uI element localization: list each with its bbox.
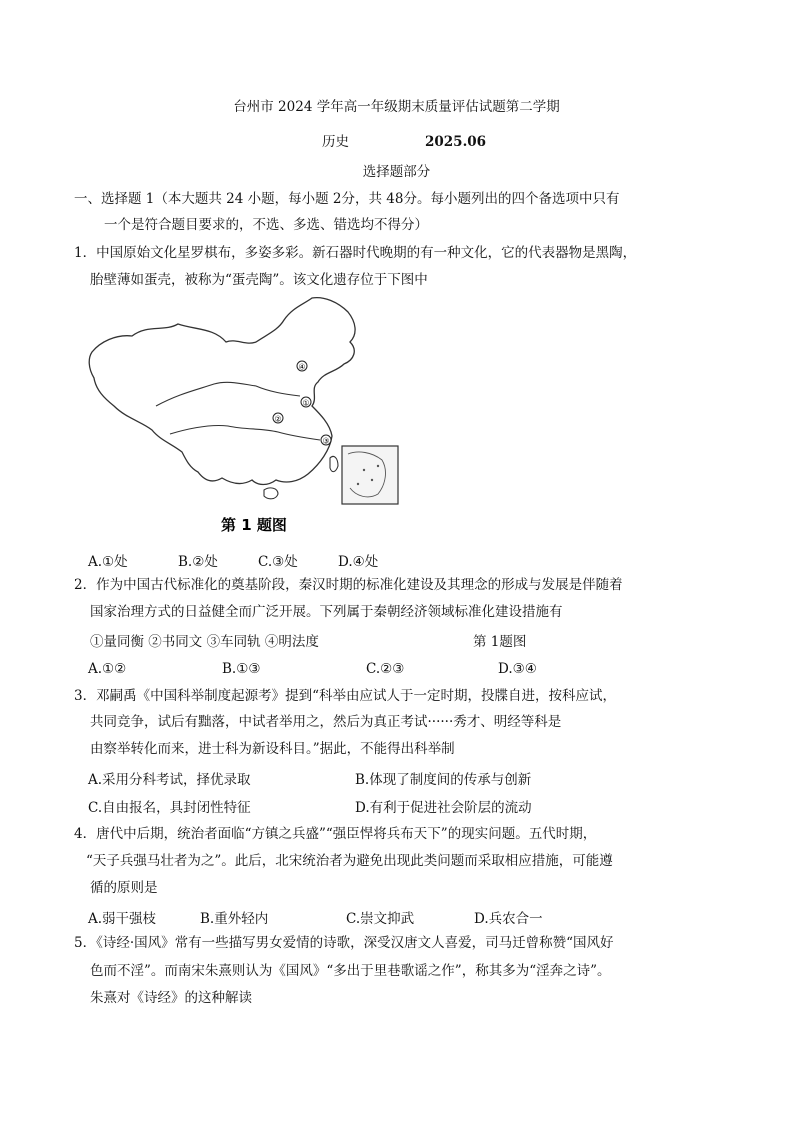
q1-option-c[interactable]: C.③处: [258, 554, 298, 570]
taiwan-island: [330, 456, 338, 471]
q5-stem-line1: 5．《诗经·国风》常有一些描写男女爱情的诗歌，深受汉唐文人喜爱，司马迁曾称赞“国风好: [74, 935, 614, 951]
yangtze-river: [170, 425, 320, 440]
q4-option-b[interactable]: B.重外轻内: [200, 911, 269, 927]
q3-option-b[interactable]: B.体现了制度间的传承与创新: [355, 772, 532, 788]
section-title: 选择题部分: [362, 164, 431, 180]
subject-label: 历史: [322, 134, 349, 150]
q3-option-d[interactable]: D.有利于促进社会阶层的流动: [355, 800, 532, 816]
q2-items: ①量同衡 ②书同文 ③车同轨 ④明法度: [90, 634, 319, 650]
svg-text:③: ③: [322, 436, 330, 446]
exam-title: 台州市 2024 学年高一年级期末质量评估试题第二学期: [233, 99, 560, 115]
q2-stray-caption: 第 1题图: [473, 634, 527, 650]
q4-stem-line3: 循的原则是: [90, 880, 158, 896]
part1-instruction-line2: 一个是符合题目要求的，不选、多选、错选均不得分）: [104, 217, 428, 233]
hainan-island: [264, 488, 278, 499]
q1-option-d[interactable]: D.④处: [338, 554, 379, 570]
china-map-figure: [86, 294, 416, 542]
svg-text:②: ②: [274, 414, 282, 424]
q1-option-b[interactable]: B.②处: [178, 554, 218, 570]
q3-option-a[interactable]: A.采用分科考试，择优录取: [88, 772, 251, 788]
q5-stem-line3: 朱熹对《诗经》的这种解读: [90, 990, 252, 1006]
q3-stem-line3: 由察举转化而来，进士科为新设科目。”据此，不能得出科举制: [90, 741, 455, 757]
exam-date: 2025.06: [425, 134, 487, 150]
svg-text:①: ①: [302, 398, 310, 408]
q2-stem-line2: 国家治理方式的日益健全而广泛开展。下列属于秦朝经济领域标准化建设措施有: [90, 604, 563, 620]
part1-instruction-line1: 一、选择题 1（本大题共 24 小题，每小题 2分，共 48分。每小题列出的四个备选项中只有: [74, 191, 620, 207]
marker-3: [321, 435, 331, 446]
q4-stem-line2: “天子兵强马壮者为之”。此后，北宋统治者为避免出现此类问题而采取相应措施，可能遵: [86, 853, 613, 869]
map-caption: 第 1 题图: [221, 516, 287, 534]
q3-stem-line1: 3．邓嗣禹《中国科举制度起源考》提到“科举由应试人于一定时期，投牒自进，按科应试，: [74, 688, 616, 704]
marker-2: [273, 413, 283, 424]
q3-option-c[interactable]: C.自由报名，具封闭性特征: [88, 800, 251, 816]
china-map: [86, 294, 416, 542]
q5-stem-line2: 色而不淫”。而南宋朱熹则认为《国风》“多出于里巷歌谣之作”，称其多为“淫奔之诗”。: [90, 963, 611, 979]
q4-option-d[interactable]: D.兵农合一: [474, 911, 543, 927]
q2-option-c[interactable]: C.②③: [366, 661, 405, 677]
q4-option-c[interactable]: C.崇文抑武: [346, 911, 415, 927]
south-sea-inset: [342, 446, 398, 504]
q2-option-b[interactable]: B.①③: [222, 661, 261, 677]
q1-stem-line1: 1．中国原始文化星罗棋布，多姿多彩。新石器时代晚期的有一种文化，它的代表器物是黑陶，: [74, 245, 637, 261]
yellow-river: [156, 382, 300, 406]
q3-stem-line2: 共同竞争，试后有黜落，中试者举用之，然后为真正考试······秀才、明经等科是: [90, 714, 562, 730]
marker-4: [297, 361, 307, 372]
china-outline: [89, 298, 355, 485]
q2-option-a[interactable]: A.①②: [88, 661, 127, 677]
svg-text:④: ④: [298, 362, 306, 372]
q4-option-a[interactable]: A.弱干强枝: [88, 911, 157, 927]
q1-stem-line2: 胎壁薄如蛋壳，被称为“蛋壳陶”。该文化遗存位于下图中: [90, 272, 428, 288]
q1-option-a[interactable]: A.①处: [88, 554, 128, 570]
q2-option-d[interactable]: D.③④: [498, 661, 537, 677]
marker-1: [301, 397, 311, 408]
q2-stem-line1: 2．作为中国古代标准化的奠基阶段，秦汉时期的标准化建设及其理念的形成与发展是伴随着: [74, 577, 623, 593]
q4-stem-line1: 4．唐代中后期，统治者面临“方镇之兵盛”“强臣悍将兵布天下”的现实问题。五代时期，: [74, 826, 597, 842]
